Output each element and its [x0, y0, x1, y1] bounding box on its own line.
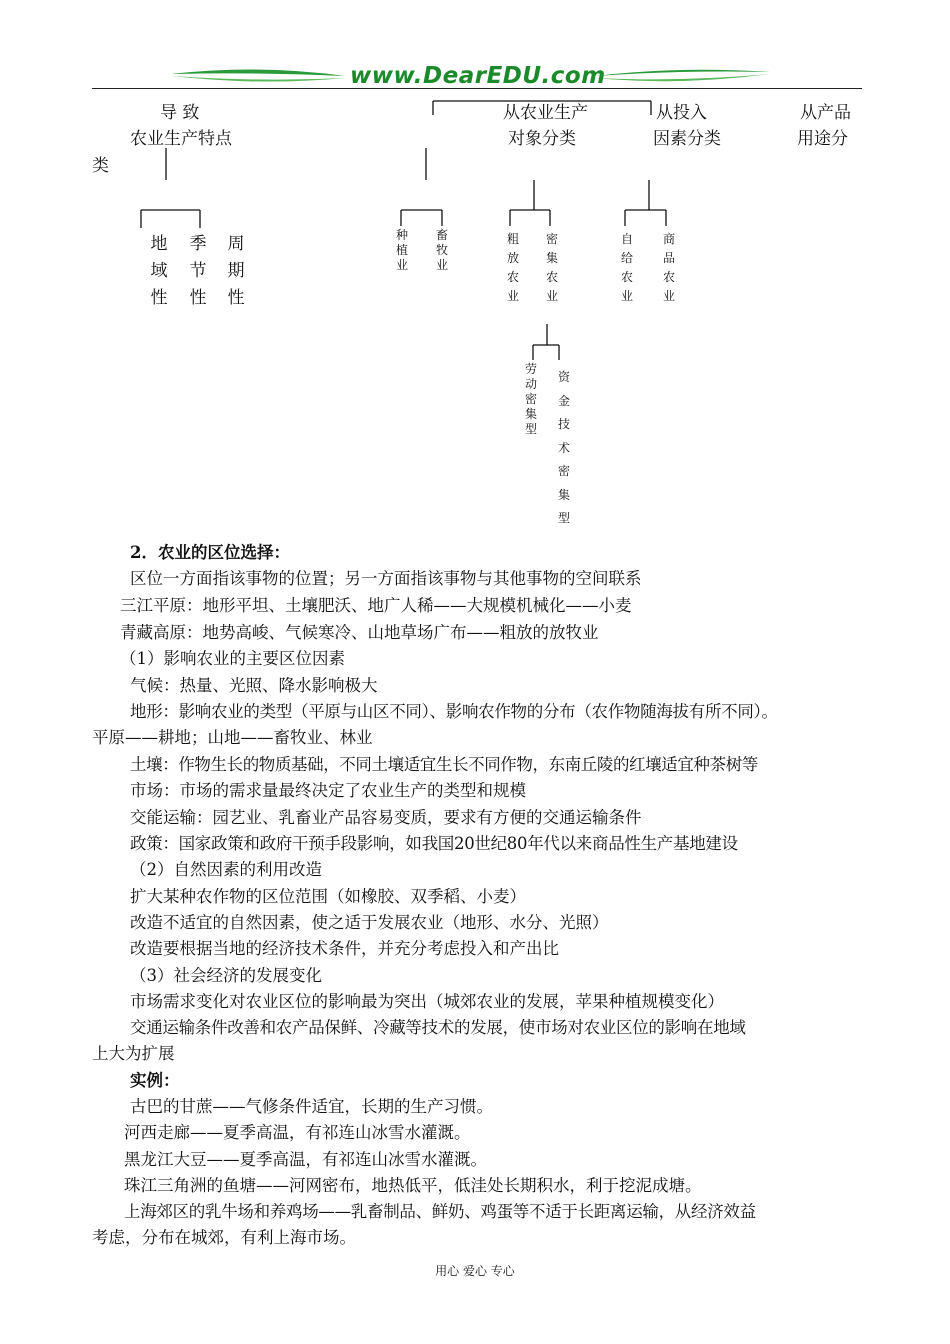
leaf-labor-intensive: 劳动密集型 — [524, 362, 537, 436]
trait-seasonal: 季节性 — [189, 234, 207, 308]
content-line: 改造要根据当地的经济技术条件，并充分考虑投入和产出比 — [130, 939, 559, 958]
content-line: （3）社会经济的发展变化 — [130, 966, 322, 985]
content-line: 市场：市场的需求量最终决定了农业生产的类型和规模 — [130, 781, 526, 800]
example-line: 考虑，分布在城郊，有利上海市场。 — [92, 1228, 356, 1247]
leaf-livestock: 畜牧业 — [435, 228, 448, 272]
cat3-line2: 用途分 — [797, 129, 848, 149]
content-line: 上大为扩展 — [92, 1044, 175, 1063]
cat1-line2: 对象分类 — [508, 129, 576, 149]
left-title-3: 类 — [92, 156, 109, 176]
content-line: 土壤：作物生长的物质基础，不同土壤适宜生长不同作物，东南丘陵的红壤适宜种茶树等 — [130, 755, 758, 774]
content-line: 平原——耕地；山地——畜牧业、林业 — [92, 728, 373, 747]
content-line: 气候：热量、光照、降水影响极大 — [130, 676, 378, 695]
content-line: 交能运输：园艺业、乳畜业产品容易变质，要求有方便的交通运输条件 — [130, 808, 642, 827]
trait-regional: 地域性 — [150, 234, 168, 308]
content-line: 市场需求变化对农业区位的影响最为突出（城郊农业的发展，苹果种植规模变化） — [130, 992, 724, 1011]
content-line: 改造不适宜的自然因素，使之适于发展农业（地形、水分、光照） — [130, 913, 609, 932]
left-title-1: 导 致 — [160, 103, 200, 123]
content-line: 青藏高原：地势高峻、气候寒冷、山地草场广布——粗放的放牧业 — [120, 623, 599, 642]
content-line: 政策：国家政策和政府干预手段影响，如我国20世纪80年代以来商品性生产基地建设 — [130, 834, 738, 853]
leaf-planting: 种植业 — [395, 228, 408, 272]
content-line: 三江平原：地形平坦、土壤肥沃、地广人稀——大规模机械化——小麦 — [120, 596, 632, 615]
content-line: 扩大某种农作物的区位范围（如橡胶、双季稻、小麦） — [130, 887, 526, 906]
cat3-line1: 从产品 — [800, 103, 851, 123]
leaf-commercial: 商品农业 — [662, 232, 675, 303]
leaf-capital-tech-intensive: 资金技术密集型 — [557, 370, 570, 525]
leaf-subsistence: 自给农业 — [620, 232, 633, 303]
example-line: 古巴的甘蔗——气修条件适宜，长期的生产习惯。 — [130, 1097, 493, 1116]
left-title-2: 农业生产特点 — [130, 129, 232, 149]
logo-text: www.DearEDU.com — [350, 63, 606, 89]
example-title: 实例： — [130, 1071, 180, 1090]
content-line: 地形：影响农业的类型（平原与山区不同）、影响农作物的分布（农作物随海拔有所不同）。 — [130, 702, 778, 721]
example-line: 黑龙江大豆——夏季高温，有祁连山冰雪水灌溉。 — [124, 1150, 487, 1169]
content-line: 交通运输条件改善和农产品保鲜、冷藏等技术的发展，使市场对农业区位的影响在地域 — [130, 1018, 746, 1037]
cat2-line1: 从投入 — [656, 103, 707, 123]
trait-periodic: 周期性 — [227, 234, 245, 308]
content-line: 区位一方面指该事物的位置；另一方面指该事物与其他事物的空间联系 — [130, 569, 642, 588]
content-line: （2）自然因素的利用改造 — [130, 860, 322, 879]
example-line: 上海郊区的乳牛场和养鸡场——乳畜制品、鲜奶、鸡蛋等不适于长距离运输，从经济效益 — [124, 1202, 756, 1221]
leaf-intensive: 密集农业 — [545, 232, 558, 303]
cat2-line2: 因素分类 — [653, 129, 721, 149]
section-title: 2．农业的区位选择： — [130, 543, 290, 562]
content-line: （1）影响农业的主要区位因素 — [120, 649, 345, 668]
page-footer: 用心 爱心 专心 — [435, 1264, 515, 1278]
classification-tree-lines — [0, 0, 950, 540]
example-line: 河西走廊——夏季高温，有祁连山冰雪水灌溉。 — [124, 1123, 471, 1142]
example-line: 珠江三角洲的鱼塘——河网密布，地热低平，低洼处长期积水，利于挖泥成塘。 — [124, 1176, 702, 1195]
cat1-line1: 从农业生产 — [503, 103, 588, 123]
leaf-extensive: 粗放农业 — [506, 232, 519, 303]
